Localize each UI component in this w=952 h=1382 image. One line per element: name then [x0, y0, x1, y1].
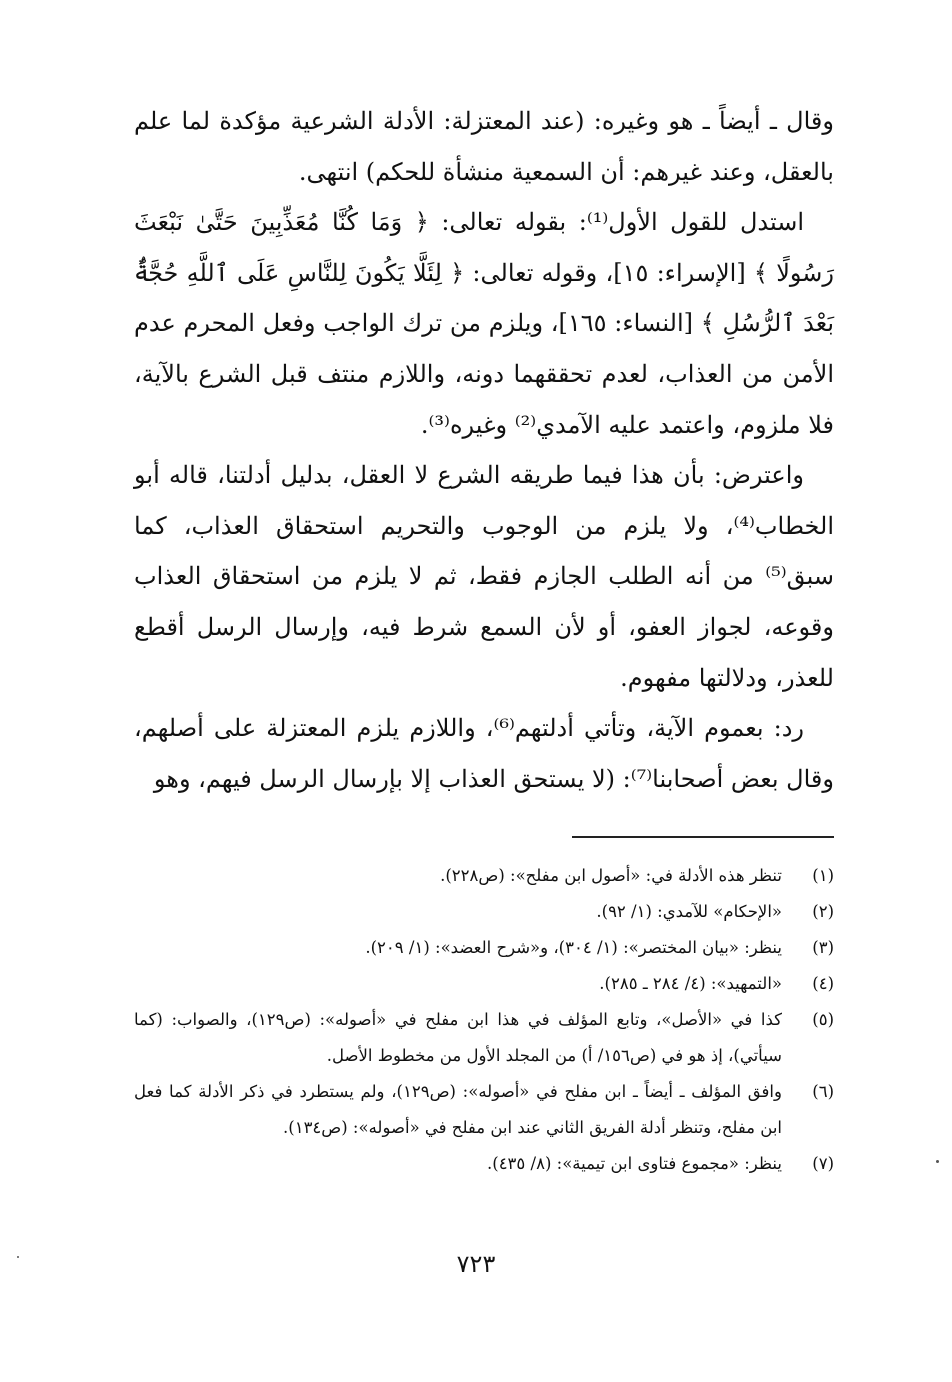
- footnote-text: «التمهيد»: (٤/ ٢٨٤ ـ ٢٨٥).: [599, 974, 782, 993]
- footnotes: [134, 858, 834, 1182]
- footnote-1: [134, 858, 834, 894]
- footnote-number: (٥): [812, 1010, 834, 1029]
- scan-speck: [936, 1160, 939, 1163]
- footnote-separator: [572, 836, 834, 838]
- footnote-2: [134, 894, 834, 930]
- footnote-5: [134, 1002, 834, 1074]
- paragraph-2: استدل للقول الأول⁽¹⁾: بقوله تعالى: ﴿ وَمَا كُنَّا مُعَذِّبِينَ حَتَّىٰ نَبْعَثَ رَسُولًا ﴾ [الإسراء: ١٥]، وقوله تعالى: ﴿ لِئَلَّا يَكُونَ لِلنَّاسِ عَلَى ٱللَّهِ حُجَّةٌۢ بَعْدَ ٱلرُّسُلِ ﴾ [النساء: ١٦٥]، ويلزم من ترك الواجب وفعل المحرم عدم الأمن من العذاب، لعدم تحققهما دونه، واللازم منتف قبل الشرع بالآية، فلا ملزوم، واعتمد عليه الآمدي⁽²⁾ وغيره⁽³⁾.: [134, 208, 835, 439]
- footnote-number: (٧): [812, 1154, 834, 1173]
- footnote-number: (٦): [812, 1082, 834, 1101]
- footnote-6: [134, 1074, 834, 1146]
- footnote-3: [134, 930, 834, 966]
- footnote-number: (١): [812, 866, 834, 885]
- paragraph-4: رد: بعموم الآية، وتأتي أدلتهم⁽⁶⁾، واللازم يلزم المعتزلة على أصلهم، وقال بعض أصحابنا⁽⁷⁾: (لا يستحق العذاب إلا بإرسال الرسل فيهم، وهو: [134, 714, 834, 793]
- scan-speck: [17, 1256, 19, 1258]
- footnote-text: وافق المؤلف ـ أيضاً ـ ابن مفلح في «أصوله»: (ص١٢٩)، ولم يستطرد في ذكر الأدلة كما فعل ابن مفلح، وتنظر أدلة الفريق الثاني عند ابن مفلح في «أصوله»: (ص١٣٤).: [134, 1082, 782, 1137]
- footnote-text: تنظر هذه الأدلة في: «أصول ابن مفلح»: (ص٢٢٨).: [440, 866, 782, 885]
- paragraph-1: وقال ـ أيضاً ـ هو وغيره: (عند المعتزلة: الأدلة الشرعية مؤكدة لما علم بالعقل، وعند غيرهم: أن السمعية منشأة للحكم) انتهى.: [134, 107, 834, 186]
- footnote-text: ينظر: «بيان المختصر»: (١/ ٣٠٤)، و«شرح العضد»: (١/ ٢٠٩).: [365, 938, 782, 957]
- footnote-number: (٢): [812, 902, 834, 921]
- footnote-text: ينظر: «مجموع فتاوى ابن تيمية»: (٨/ ٤٣٥).: [487, 1154, 782, 1173]
- paragraph-3: واعترض: بأن هذا فيما طريقه الشرع لا العقل، بدليل أدلتنا، قاله أبو الخطاب⁽⁴⁾، ولا يلزم من الوجوب والتحريم استحقاق العذاب، كما سبق⁽⁵⁾ من أنه الطلب الجازم فقط، ثم لا يلزم من استحقاق العذاب وقوعه، لجواز العفو، أو لأن السمع شرط فيه، وإرسال الرسل أقطع للعذر، ودلالتها مفهوم.: [134, 461, 834, 692]
- footnote-number: (٤): [812, 974, 834, 993]
- footnote-text: كذا في «الأصل»، وتابع المؤلف في هذا ابن مفلح في «أصوله»: (ص١٢٩)، والصواب: (كما سيأتي)، إذ هو في (ص١٥٦/ أ) من المجلد الأول من مخطوط الأصل.: [134, 1010, 782, 1065]
- main-text: [134, 96, 834, 804]
- footnote-7: [134, 1146, 834, 1182]
- footnote-text: «الإحكام» للآمدي: (١/ ٩٢).: [596, 902, 782, 921]
- footnote-number: (٣): [812, 938, 834, 957]
- page-number: ٧٢٣: [456, 1250, 496, 1278]
- footnote-4: [134, 966, 834, 1002]
